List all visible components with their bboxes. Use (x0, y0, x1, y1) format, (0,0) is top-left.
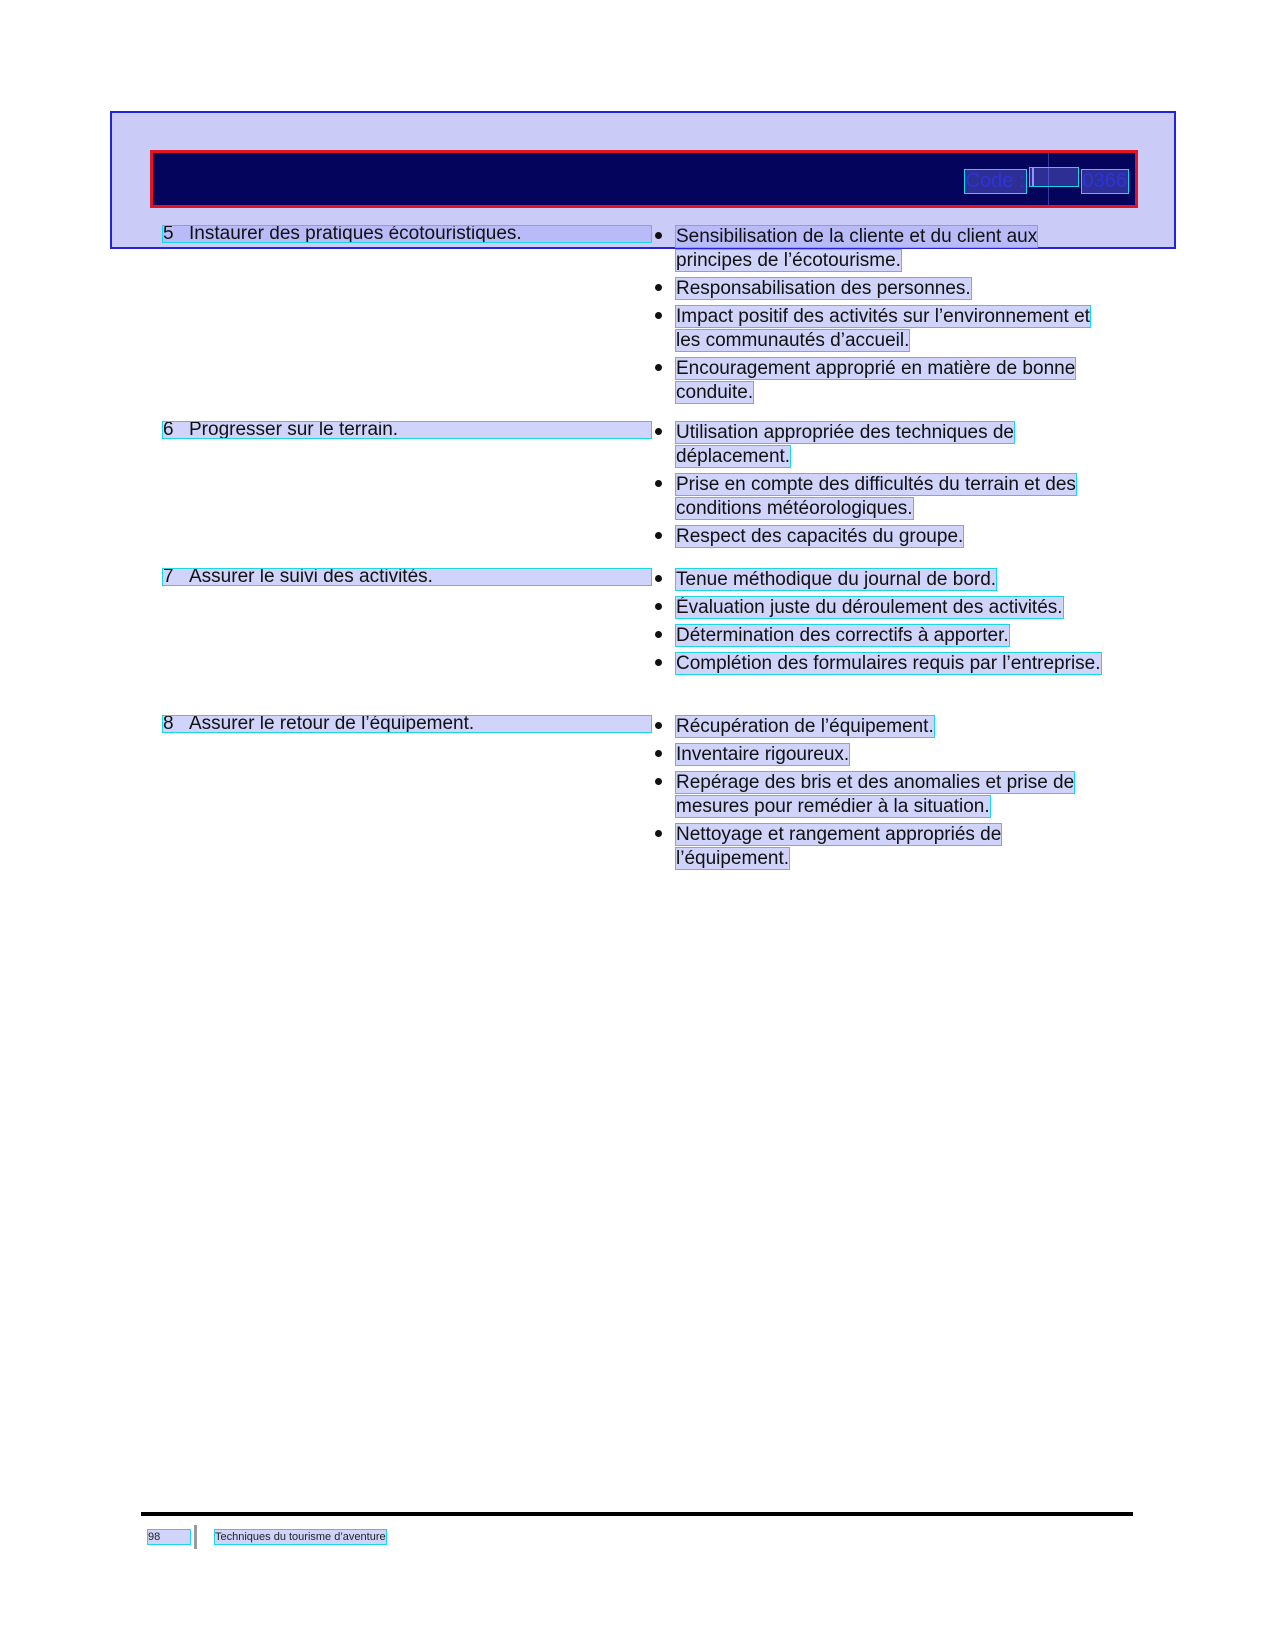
element-text: Assurer le retour de l’équipement. (189, 715, 475, 733)
criterion-item (654, 596, 1114, 620)
criterion-item (654, 624, 1114, 648)
criterion-text: Impact positif des activités sur l’environnement et les communautés d’accueil. (676, 306, 1090, 351)
element-title (162, 421, 652, 439)
footer-title: Techniques du tourisme d’aventure (215, 1531, 386, 1543)
criterion-item (654, 421, 1114, 469)
element-number: 7 (163, 568, 174, 586)
criterion-item (654, 652, 1114, 676)
element-title (162, 715, 652, 733)
criterion-text: Détermination des correctifs à apporter. (676, 625, 1009, 646)
criterion-item (654, 305, 1114, 353)
bullet-icon (655, 428, 662, 435)
criterion-text: Utilisation appropriée des techniques de déplacement. (676, 422, 1014, 467)
bullet-icon (655, 312, 662, 319)
bullet-icon (655, 232, 662, 239)
criterion-text: Responsabilisation des personnes. (676, 278, 971, 299)
bullet-icon (655, 830, 662, 837)
course-code (964, 167, 1129, 194)
criterion-item (654, 357, 1114, 405)
criterion-text: Repérage des bris et des anomalies et prise de mesures pour remédier à la situation. (676, 772, 1075, 817)
criterion-item (654, 823, 1114, 871)
element-number: 8 (163, 715, 174, 733)
criteria-list (654, 421, 1114, 553)
bullet-icon (655, 778, 662, 785)
element-number: 5 (163, 225, 174, 243)
code-separator (1029, 167, 1079, 187)
element-title (162, 225, 652, 243)
bullet-icon (655, 750, 662, 757)
element-title (162, 568, 652, 586)
bullet-icon (655, 284, 662, 291)
criterion-item (654, 715, 1114, 739)
criterion-text: Respect des capacités du groupe. (676, 526, 964, 547)
criteria-list (654, 715, 1114, 875)
criterion-text: Récupération de l’équipement. (676, 716, 934, 737)
element-number: 6 (163, 421, 174, 439)
page-number: 98 (148, 1530, 190, 1544)
bullet-icon (655, 364, 662, 371)
criterion-item (654, 568, 1114, 592)
criterion-text: Complétion des formulaires requis par l’entreprise. (676, 653, 1101, 674)
criteria-list (654, 568, 1114, 680)
bullet-icon (655, 480, 662, 487)
criterion-item (654, 743, 1114, 767)
criterion-item (654, 225, 1114, 273)
header-bar (150, 150, 1138, 208)
criterion-text: Encouragement approprié en matière de bonne conduite. (676, 358, 1076, 403)
criterion-item (654, 473, 1114, 521)
criterion-text: Tenue méthodique du journal de bord. (676, 569, 997, 590)
criterion-text: Prise en compte des difficultés du terrain et des conditions météorologiques. (676, 474, 1076, 519)
bullet-icon (655, 575, 662, 582)
criteria-list (654, 225, 1114, 409)
element-text: Assurer le suivi des activités. (189, 568, 433, 586)
code-label: Code : (965, 170, 1025, 192)
bullet-icon (655, 603, 662, 610)
footer-rule (141, 1512, 1133, 1516)
criterion-text: Nettoyage et rangement appropriés de l’équipement. (676, 824, 1002, 869)
criterion-text: Inventaire rigoureux. (676, 744, 850, 765)
bullet-icon (655, 659, 662, 666)
footer-separator (194, 1525, 197, 1549)
bullet-icon (655, 631, 662, 638)
bullet-icon (655, 532, 662, 539)
code-value: 0366 (1082, 170, 1127, 192)
bullet-icon (655, 722, 662, 729)
criterion-text: Évaluation juste du déroulement des activités. (676, 597, 1063, 618)
page-footer (148, 1525, 386, 1549)
criterion-item (654, 277, 1114, 301)
element-text: Instaurer des pratiques écotouristiques. (189, 225, 522, 243)
element-text: Progresser sur le terrain. (189, 421, 399, 439)
criterion-item (654, 525, 1114, 549)
criterion-text: Sensibilisation de la cliente et du client aux principes de l’écotourisme. (676, 226, 1038, 271)
criterion-item (654, 771, 1114, 819)
